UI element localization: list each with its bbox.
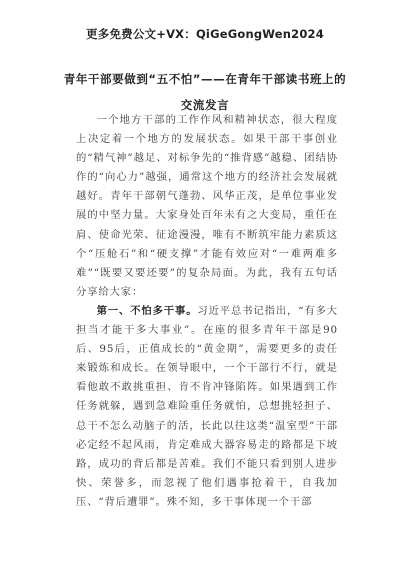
document-title: 青年干部要做到“五不怕”——在青年干部读书班上的交流发言 <box>63 72 347 112</box>
section-1-paragraph <box>76 302 338 512</box>
section-1-heading: 第一、不怕多干事。 <box>96 304 198 317</box>
promo-header: 更多免费公文+VX：QiGeGongWen2024 <box>86 27 324 41</box>
section-1-body: 习近平总书记指出，“有多大担当才能干多大事业”。在座的很多青年干部是90后、95后，正值成长的“黄金期”，需要更多的责任来锻炼和成长。在领导眼中，一个干部行不行，就是看他敢不敢挑重担、肯不肯冲锋陷阵。如果遇到工作任务就躲，遇到急难险重任务就怕，总想挑轻担子、总干不怎么动脑子的活，长此以往这类“温室型”干部必定经不起风雨，肯定难成大器容易走的路都是下坡路，成功的背后都是苦难。我们不能只看到别人进步快、荣誉多，而忽视了他们遇事抢着干，自我加压、“背后遭罪”。殊不知，多干事体现一个干部 <box>76 304 338 508</box>
document-body <box>76 111 338 512</box>
intro-paragraph: 一个地方干部的工作作风和精神状态，很大程度上决定着一个地方的发展状态。如果干部干事创业的“精气神”越足、对标争先的“推背感”越稳、团结协作的“向心力”越强，通常这个地方的经济社会发展就越好。青年干部朝气蓬勃、风华正茂，是单位事业发展的中坚力量。大家身处百年未有之大变局，重任在肩、使命光荣、征途漫漫，唯有不断筑牢能力素质这个“压舱石”和“硬支撑”才能有效应对“一难两难多难”“既要又要还要”的复杂局面。为此，我有五句话分享给大家： <box>76 114 338 298</box>
